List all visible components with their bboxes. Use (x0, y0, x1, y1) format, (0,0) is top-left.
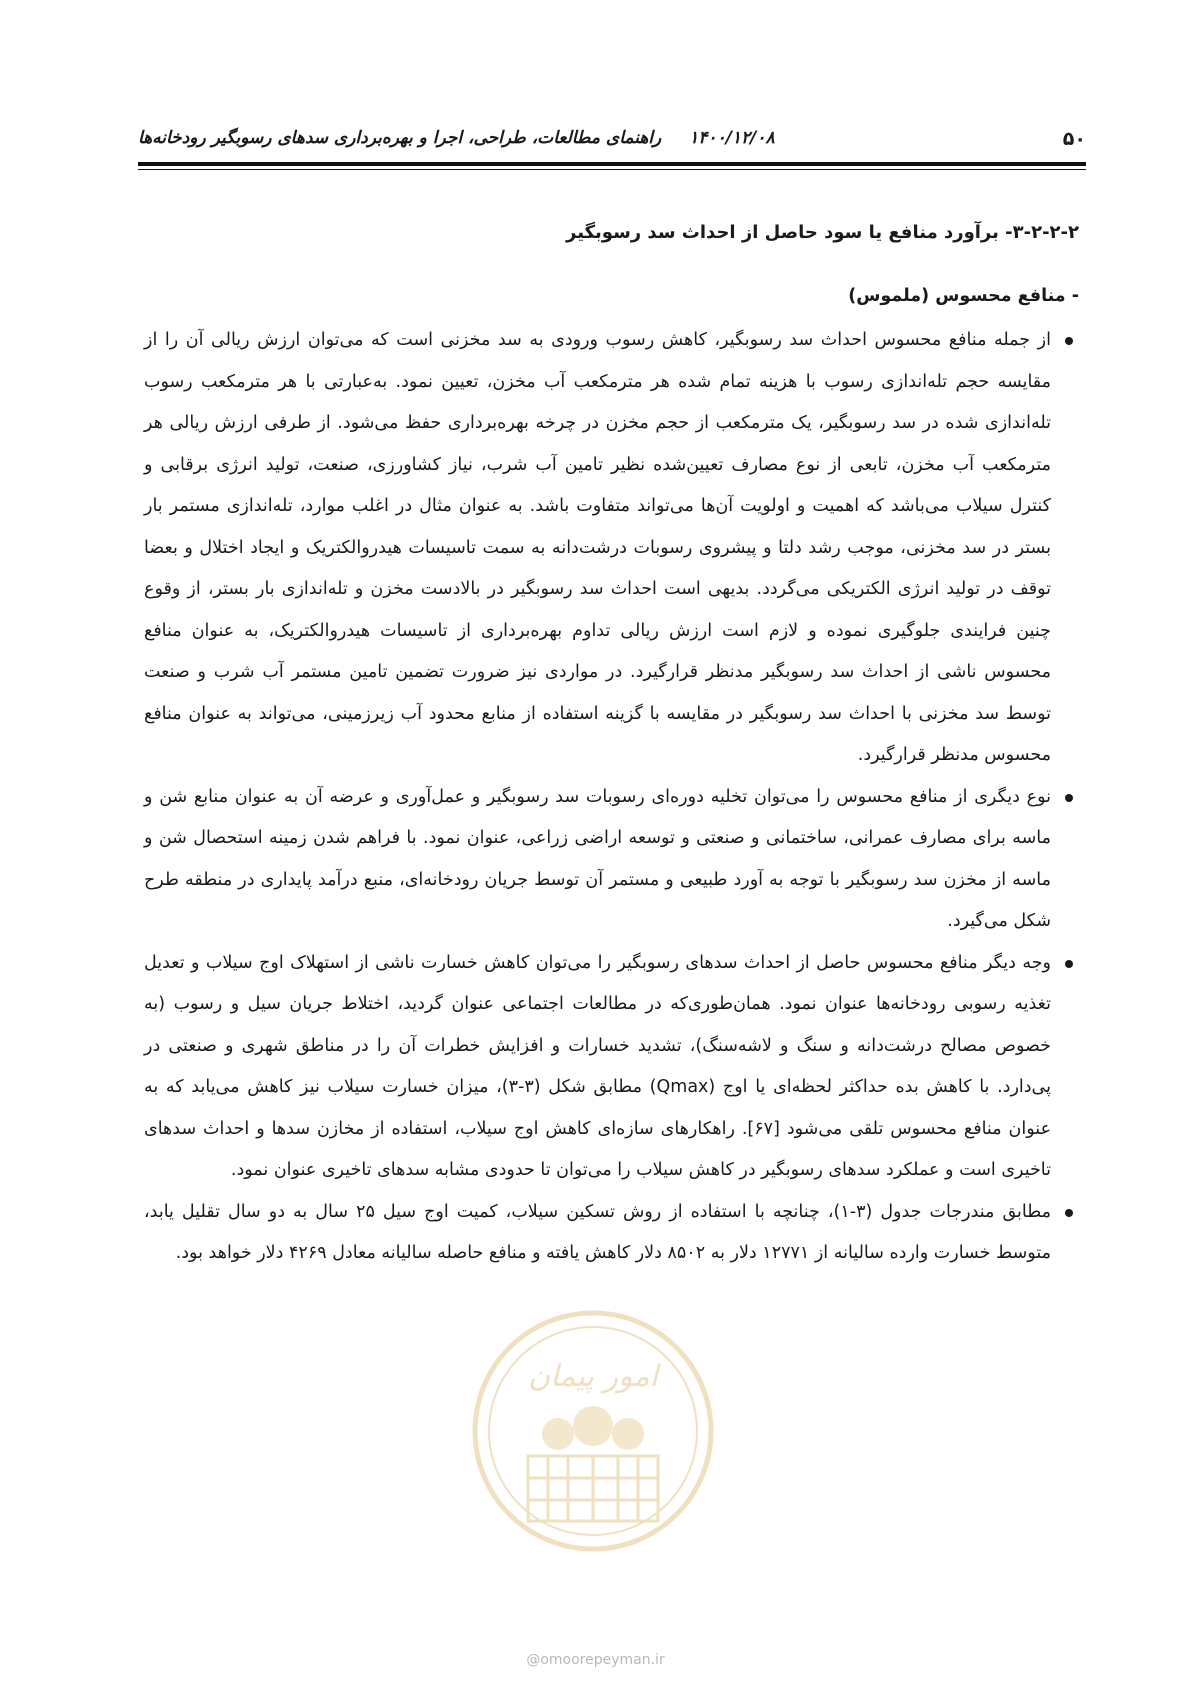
bullet-list (144, 320, 1079, 1275)
list-item (144, 777, 1079, 943)
running-header (138, 128, 775, 148)
paragraph: نوع دیگری از منافع محسوس را می‌توان تخلیه دوره‌ای رسوبات سد رسوبگیر و عمل‌آوری و عرضه آن به عنوان منابع شن و ماسه برای مصارف عمرانی، ساختمانی و صنعتی و توسعه اراضی زراعی، عنوان نمود. با فراهم شدن زمینه استحصال شن و ماسه از مخزن سد رسوبگیر با توجه به آورد طبیعی و مستمر آن توسط جریان رودخانه‌ای، منبع درآمد پایداری در منطقه طرح شکل می‌گیرد. (144, 786, 1051, 931)
header-title: راهنمای مطالعات، طراحی، اجرا و بهره‌برداری سدهای رسوبگیر رودخانه‌ها (138, 128, 662, 148)
watermark-label: امور پیمان (528, 1359, 658, 1394)
paragraph: مطابق مندرجات جدول (۳-۱)، چنانچه با استفاده از روش تسکین سیلاب، کمیت اوج سیل ۲۵ سال به دو سال تقلیل یابد، متوسط خسارت وارده سالیانه از ۱۲۷۷۱ دلار به ۸۵۰۲ دلار کاهش یافته و منافع حاصله سالیانه معادل ۴۲۶۹ دلار خواهد بود. (144, 1201, 1051, 1263)
page-header (138, 122, 1086, 168)
paragraph: وجه دیگر منافع محسوس حاصل از احداث سدهای رسوبگیر را می‌توان کاهش خسارت ناشی از استهلاک اوج سیلاب و تعدیل تغذیه رسوبی رودخانه‌ها عنوان نمود. همان‌طوری‌که در مطالعات اجتماعی عنوان گردید، اختلاط جریان سیل و رسوب (به خصوص مصالح درشت‌دانه و سنگ و لاشه‌سنگ)، تشدید خسارات و افزایش خطرات آن را در مناطق شهری و صنعتی در پی‌دارد. با کاهش بده حداکثر لحظه‌ای یا اوج (Qmax) مطابق شکل (۳-۳)، میزان خسارت سیلاب نیز کاهش می‌یابد که به عنوان منافع محسوس تلقی می‌شود [۶۷]. راهکارهای سازه‌ای کاهش اوج سیلاب، استفاده از مخازن سدها و احداث سدهای تاخیری است و عملکرد سدهای رسوبگیر در کاهش سیلاب را می‌توان تا حدودی مشابه سدهای تاخیری عنوان نمود. (144, 952, 1052, 1180)
list-item (144, 1192, 1079, 1275)
list-item (144, 320, 1079, 777)
page-number: ۵۰ (1062, 128, 1086, 150)
header-date: ۱۴۰۰/۱۲/۰۸ (689, 128, 775, 148)
bullet-icon (1065, 960, 1073, 968)
bullet-icon (1065, 1209, 1073, 1217)
page-body (144, 218, 1079, 1275)
header-rule-thick (138, 162, 1086, 166)
subsection-heading: - منافع محسوس (ملموس) (848, 286, 1079, 306)
bullet-icon (1065, 337, 1073, 345)
list-item (144, 943, 1079, 1192)
header-rule-thin (138, 169, 1086, 170)
paragraph: از جمله منافع محسوس احداث سد رسوبگیر، کاهش رسوب ورودی به سد مخزنی است که می‌توان ارزش ریالی آن را از مقایسه حجم تله‌اندازی رسوب با هزینه تمام شده هر مترمکعب آب مخزن، تعیین نمود. به‌عبارتی با هر مترمکعب رسوب تله‌اندازی شده در سد رسوبگیر، یک مترمکعب از حجم مخزن در چرخه بهره‌برداری حفظ می‌شود. از طرفی ارزش ریالی هر مترمکعب آب مخزن، تابعی از نوع مصارف تعیین‌شده نظیر تامین آب شرب، نیاز کشاورزی، صنعت، تولید انرژی برقابی و کنترل سیلاب می‌باشد که اهمیت و اولویت آن‌ها می‌تواند متفاوت باشد. به عنوان مثال در اغلب موارد، تله‌اندازی مستمر بار بستر در سد مخزنی، موجب رشد دلتا و پیشروی رسوبات درشت‌دانه به سمت تاسیسات هیدروالکتریک و ایجاد اختلال و بعضا توقف در تولید انرژی الکتریکی می‌گردد. بدیهی است احداث سد رسوبگیر در بالادست مخزن و تله‌اندازی بار بستر، از وقوع چنین فرایندی جلوگیری نموده و لازم است ارزش ریالی تداوم بهره‌برداری از تاسیسات هیدروالکتریک، به عنوان منافع محسوس ناشی از احداث سد رسوبگیر مدنظر قرارگیرد. در مواردی نیز ضرورت تضمین تامین مستمر آب شرب و صنعت توسط سد مخزنی با احداث سد رسوبگیر در مقایسه با گزینه استفاده از منابع محدود آب زیرزمینی، می‌تواند به عنوان منافع محسوس مدنظر قرارگیرد. (144, 330, 1051, 765)
section-heading: ۳-۲-۲-۲- برآورد منافع یا سود حاصل از احداث سد رسوبگیر (566, 222, 1079, 243)
watermark-seal-icon (468, 1306, 718, 1556)
watermark-site: @omoorepeyman.ir (526, 1652, 665, 1668)
bullet-icon (1065, 794, 1073, 802)
